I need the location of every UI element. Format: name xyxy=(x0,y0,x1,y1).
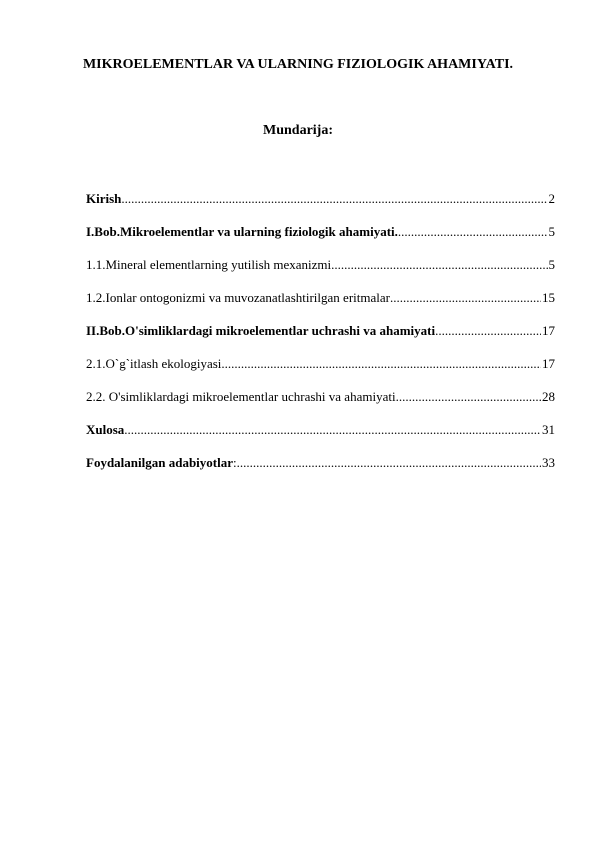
toc-entry-section-1-2[interactable] xyxy=(86,289,555,322)
toc-heading: Mundarija: xyxy=(263,123,333,138)
toc-entry-section-2-1[interactable] xyxy=(86,355,555,388)
toc-entry-chapter-1[interactable] xyxy=(86,223,555,256)
toc-entry-page: 31 xyxy=(542,422,555,437)
document-title: MIKROELEMENTLAR VA ULARNING FIZIOLOGIK AHAMIYATI. xyxy=(82,57,514,72)
toc-entry-page: 5 xyxy=(548,257,555,272)
toc-entry-suffix: : xyxy=(233,455,237,470)
toc-entry-kirish[interactable] xyxy=(86,190,555,223)
toc-entry-page: 5 xyxy=(548,224,555,239)
toc-dot-leader xyxy=(124,421,541,438)
toc-entry-label: Kirish xyxy=(86,191,122,206)
toc-entry-label: 2.1.O`g`itlash ekologiyasi xyxy=(86,356,222,371)
toc-entry-label: II.Bob.O'simliklardagi mikroelementlar uchrashi va ahamiyati xyxy=(86,323,436,338)
toc-entry-page: 17 xyxy=(542,356,555,371)
table-of-contents xyxy=(86,190,555,487)
toc-entry-xulosa[interactable] xyxy=(86,421,555,454)
toc-entry-page: 17 xyxy=(542,323,555,338)
toc-entry-page: 15 xyxy=(542,290,555,305)
toc-entry-page: 28 xyxy=(542,389,555,404)
toc-dot-leader xyxy=(390,289,541,306)
toc-dot-leader xyxy=(435,322,541,339)
toc-entry-label: 2.2. O'simliklardagi mikroelementlar uchrashi va ahamiyati xyxy=(86,389,396,404)
toc-entry-label: 1.1.Mineral elementlarning yutilish mexanizmi xyxy=(86,257,332,272)
toc-entry-page: 33 xyxy=(542,455,555,470)
toc-entry-section-1-1[interactable] xyxy=(86,256,555,289)
toc-dot-leader xyxy=(331,256,547,273)
toc-entry-label: I.Bob.Mikroelementlar va ularning fiziologik ahamiyati. xyxy=(86,224,398,239)
toc-dot-leader xyxy=(398,223,548,240)
toc-dot-leader xyxy=(121,190,547,207)
toc-entry-label: Foydalanilgan adabiyotlar xyxy=(86,455,233,470)
toc-entry-label: Xulosa xyxy=(86,422,125,437)
toc-entry-references[interactable] xyxy=(86,454,555,487)
toc-entry-section-2-2[interactable] xyxy=(86,388,555,421)
toc-dot-leader xyxy=(396,388,541,405)
toc-entry-label: 1.2.Ionlar ontogonizmi va muvozanatlashtirilgan eritmalar xyxy=(86,290,390,305)
toc-entry-chapter-2[interactable] xyxy=(86,322,555,355)
toc-dot-leader xyxy=(237,454,541,471)
toc-dot-leader xyxy=(221,355,541,372)
toc-entry-page: 2 xyxy=(548,191,555,206)
